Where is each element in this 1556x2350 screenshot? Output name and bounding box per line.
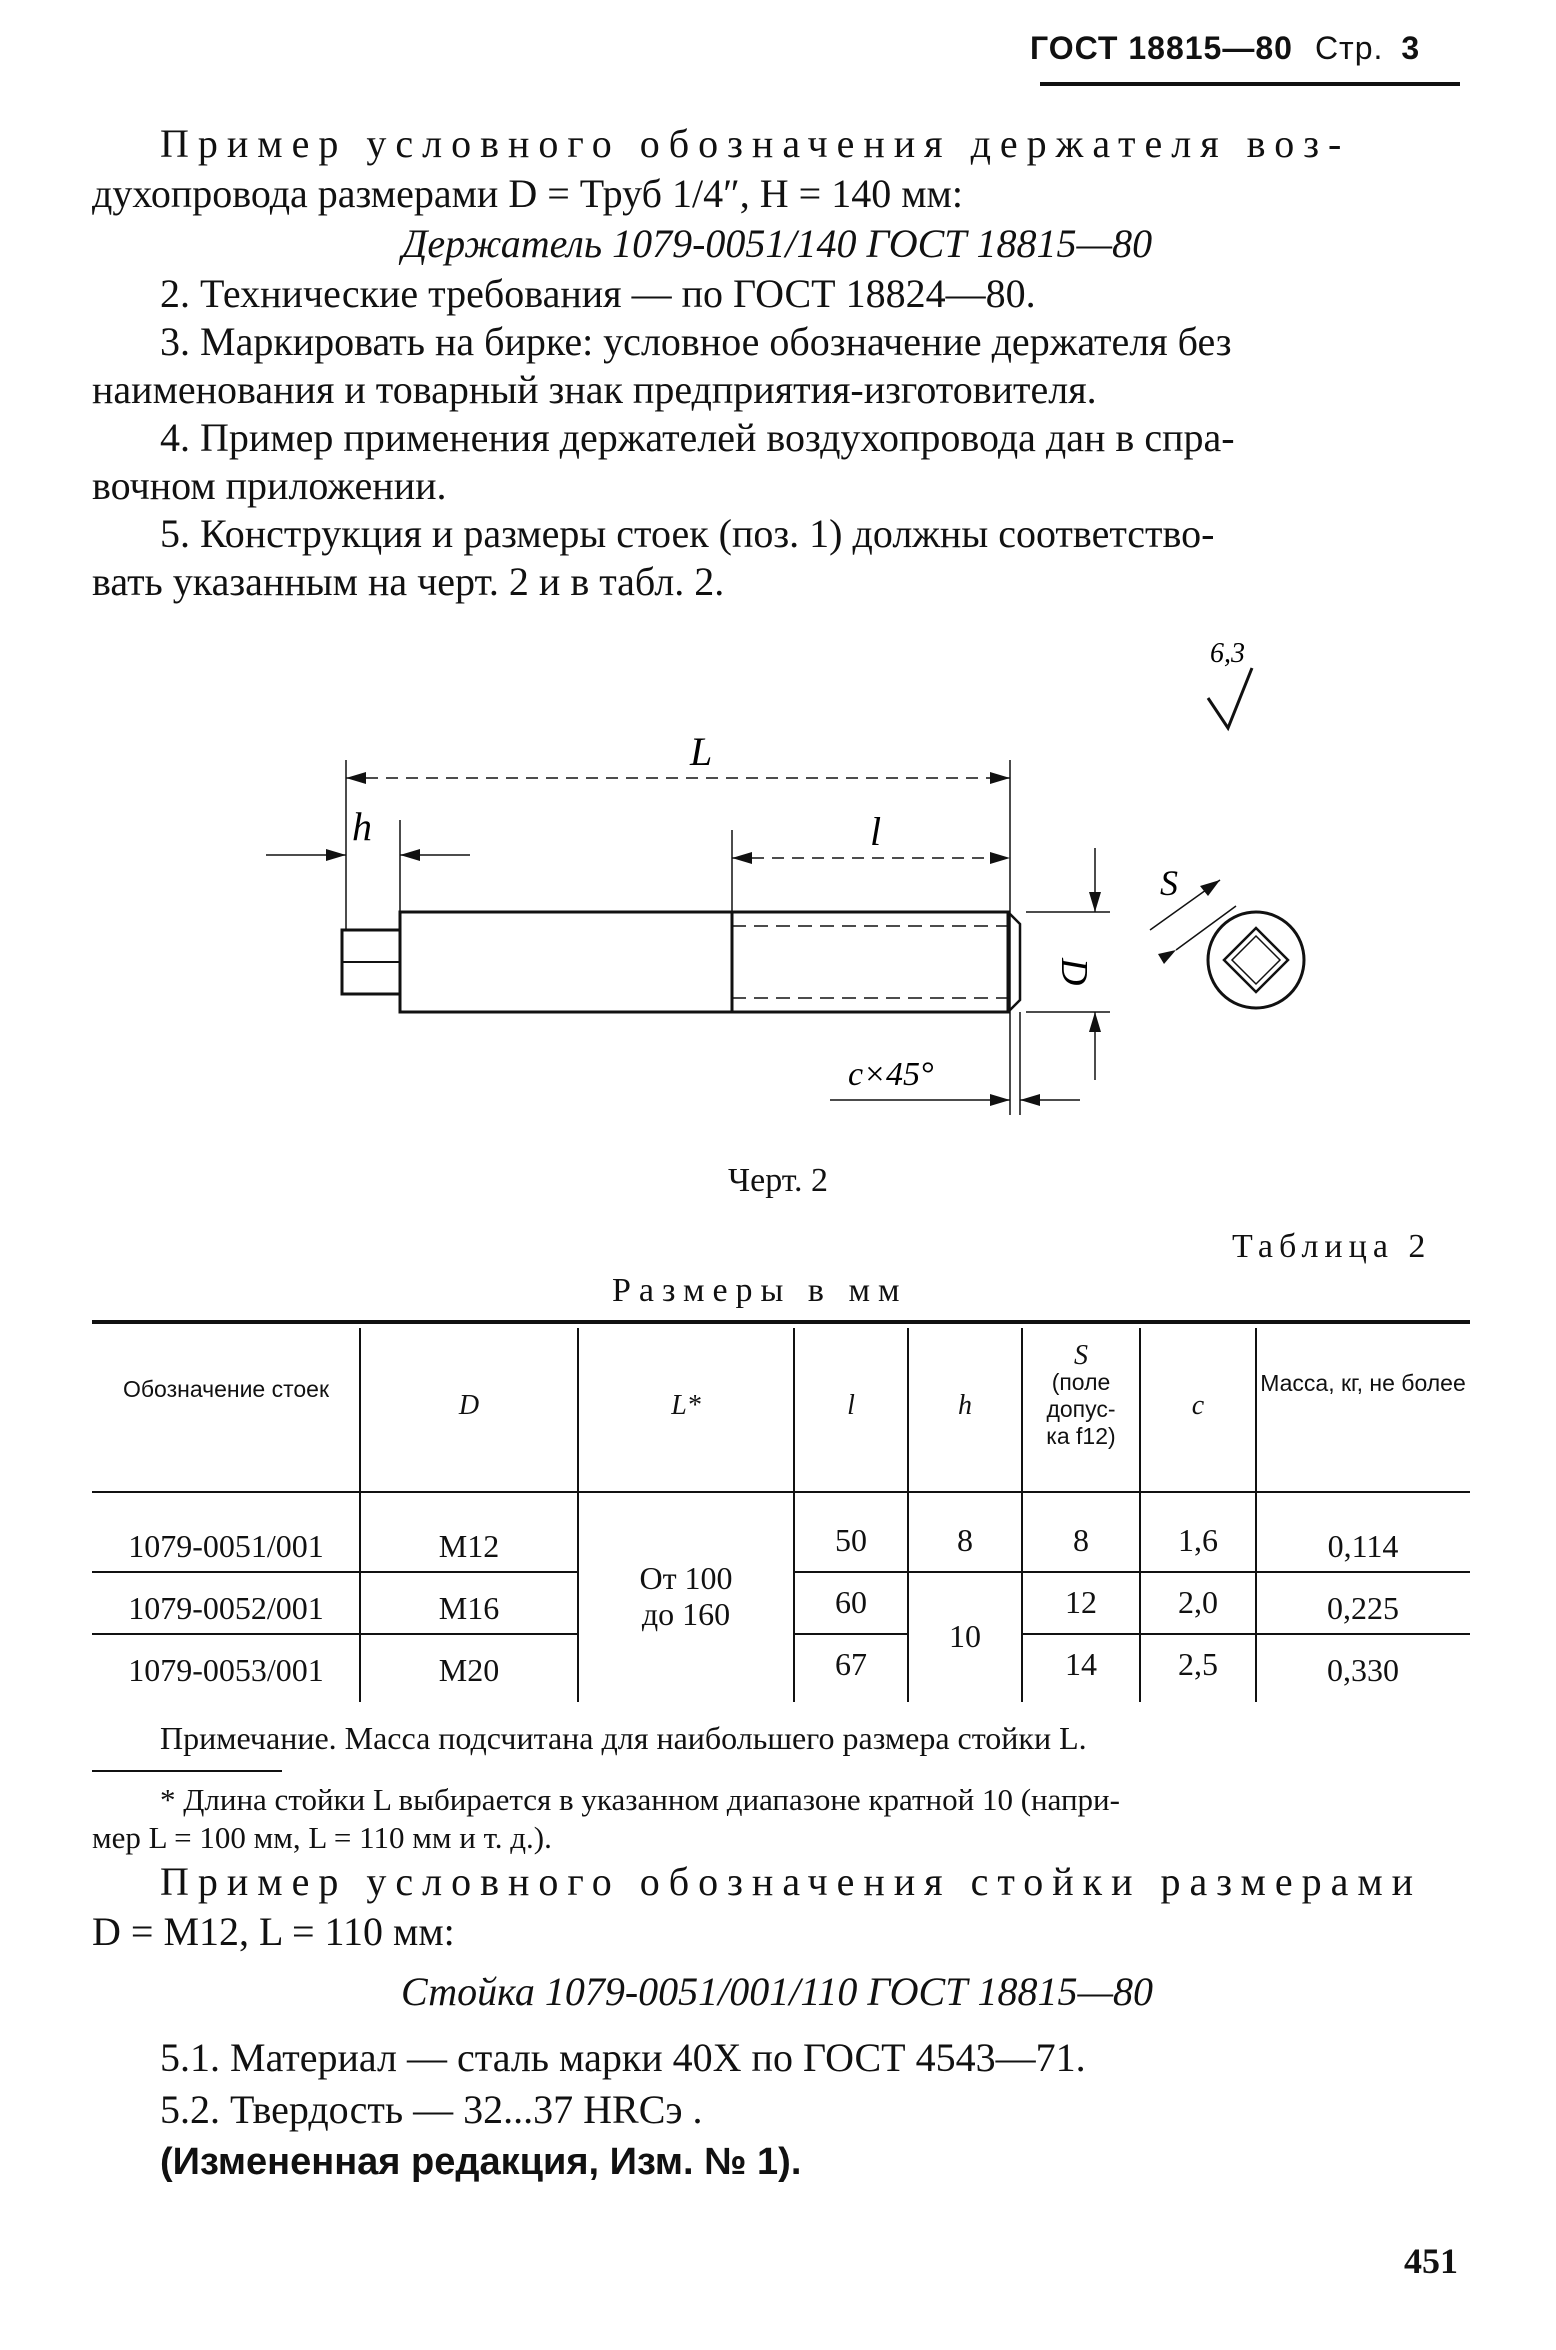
col-header-D: D xyxy=(458,1390,480,1421)
row2-D: M16 xyxy=(438,1590,500,1626)
footnote-line2: мер L = 100 мм, L = 110 мм и т. д.). xyxy=(92,1820,552,1855)
item-3-line1: 3. Маркировать на бирке: условное обозначение держателя без xyxy=(160,319,1232,364)
example-intro-line2: духопровода размерами D = Труб 1/4″, H = 140 мм: xyxy=(92,171,963,216)
col-header-name: Обозначение стоек xyxy=(122,1376,330,1402)
header-rule xyxy=(1040,82,1460,86)
row2-c: 2,0 xyxy=(1178,1584,1218,1620)
row1-name: 1079-0051/001 xyxy=(128,1528,324,1564)
footnote-line1: * Длина стойки L выбирается в указанном диапазоне кратной 10 (напри- xyxy=(160,1782,1120,1817)
col-header-c: c xyxy=(1191,1390,1205,1421)
col-header-S-symbol: S xyxy=(1074,1340,1088,1371)
post-drawing xyxy=(0,600,1556,1160)
L-range-line2: до 160 xyxy=(641,1596,731,1632)
L-range-line1: От 100 xyxy=(639,1560,733,1596)
table-title: Размеры в мм xyxy=(612,1272,908,1309)
row2-name: 1079-0052/001 xyxy=(128,1590,324,1626)
dim-label-chamfer: c×45° xyxy=(848,1056,934,1093)
item-5-line2: вать указанным на черт. 2 и в табл. 2. xyxy=(92,559,725,604)
subitem-5-1: 5.1. Материал — сталь марки 40Х по ГОСТ 4543—71. xyxy=(160,2035,1086,2080)
page-label: Стр. xyxy=(1314,30,1384,66)
row3-S: 14 xyxy=(1065,1646,1097,1682)
row2-l: 60 xyxy=(835,1584,867,1620)
col-header-mass: Масса, кг, не более xyxy=(1260,1370,1466,1396)
subitem-5-2: 5.2. Твердость — 32...37 HRCэ . xyxy=(160,2087,703,2132)
post-example-intro-line2: D = M12, L = 110 мм: xyxy=(92,1909,455,1954)
example-intro-line1: Пример условного обозначения держателя воз- xyxy=(160,121,1351,166)
table-label: Таблица 2 xyxy=(1232,1228,1432,1265)
row3-mass: 0,330 xyxy=(1327,1652,1399,1688)
row1-D: M12 xyxy=(438,1528,500,1564)
amendment-note: (Измененная редакция, Изм. № 1). xyxy=(160,2141,802,2183)
row2-S: 12 xyxy=(1065,1584,1097,1620)
col-header-S-line2: (поле xyxy=(1051,1369,1111,1395)
item-2: 2. Технические требования — по ГОСТ 18824—80. xyxy=(160,271,1036,316)
row3-l: 67 xyxy=(835,1646,867,1682)
item-5-line1: 5. Конструкция и размеры стоек (поз. 1) должны соответство- xyxy=(160,511,1215,556)
item-4-line2: вочном приложении. xyxy=(92,463,447,508)
footnote-rule xyxy=(92,1770,282,1772)
col-header-S-line3: допус- xyxy=(1046,1396,1116,1422)
item-4-line1: 4. Пример применения держателей воздухопровода дан в спра- xyxy=(160,415,1235,460)
row1-h: 8 xyxy=(957,1522,973,1558)
col-header-S-line4: ка f12) xyxy=(1046,1423,1116,1449)
row1-c: 1,6 xyxy=(1178,1522,1218,1558)
roughness-check-icon xyxy=(1208,668,1252,728)
col-header-L: L* xyxy=(671,1390,701,1421)
row3-D: M20 xyxy=(438,1652,500,1688)
table-remark: Примечание. Масса подсчитана для наибольшего размера стойки L. xyxy=(160,1720,1087,1756)
row2-mass: 0,225 xyxy=(1327,1590,1399,1626)
col-header-S xyxy=(1022,1342,1140,1450)
row1-S: 8 xyxy=(1073,1522,1089,1558)
row3-name: 1079-0053/001 xyxy=(128,1652,324,1688)
page-header xyxy=(1030,30,1420,67)
drawing-caption: Черт. 2 xyxy=(728,1162,829,1199)
post-body xyxy=(400,912,1008,1012)
col-header-h: h xyxy=(958,1390,972,1421)
col-header-l: l xyxy=(847,1390,855,1421)
post-example-intro-line1: Пример условного обозначения стойки размерами xyxy=(160,1859,1423,1904)
page-number-header: 3 xyxy=(1401,30,1421,66)
dim-label-l: l xyxy=(870,809,882,854)
dim-label-S: S xyxy=(1160,863,1178,903)
roughness-value: 6,3 xyxy=(1210,638,1245,669)
row1-l: 50 xyxy=(835,1522,867,1558)
page-number: 451 xyxy=(1404,2241,1458,2281)
item-3-line2: наименования и товарный знак предприятия-изготовителя. xyxy=(92,367,1097,412)
h-merged-value: 10 xyxy=(949,1618,981,1654)
dim-label-L: L xyxy=(690,729,713,774)
row1-mass: 0,114 xyxy=(1327,1528,1399,1564)
post-example-designation: Стойка 1079-0051/001/110 ГОСТ 18815—80 xyxy=(400,1969,1154,2014)
dim-label-h: h xyxy=(352,804,372,849)
document-code: ГОСТ 18815—80 xyxy=(1030,30,1293,66)
dim-label-D: D xyxy=(1053,958,1095,986)
holder-example-designation: Держатель 1079-0051/140 ГОСТ 18815—80 xyxy=(401,221,1153,266)
row3-c: 2,5 xyxy=(1178,1646,1218,1682)
